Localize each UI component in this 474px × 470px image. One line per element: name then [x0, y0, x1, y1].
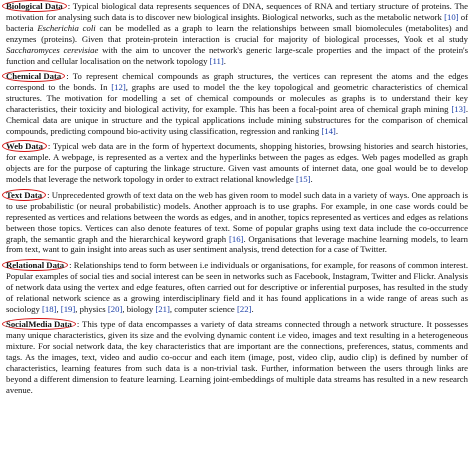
circled-section-label: Chemical Data — [2, 70, 65, 82]
paragraph-chemical-data — [6, 71, 468, 136]
body-text: . — [223, 55, 226, 66]
paragraph-biological-data — [6, 1, 468, 66]
citation-link[interactable]: [18] — [41, 303, 57, 314]
body-text: : Relationships tend to form between i.e individuals or organisations, for example, for reasons of common interest. Popular examples of social ties and social interest can be seen in networks such as Facebook, Instagram, Twitter and Flickr. Analysis of network data using the vertex and edge features, often carried out for descriptive or inferential purposes, has resulted in the study of relational network science as a growing interdisciplinary field and it has found applications in a wide range of areas such as sociology — [6, 260, 468, 314]
body-text: can be modelled as a graph to learn the relationships between small biomolecules (metabolites) and enzymes (proteins). Given that protein-protein interaction is crucial for majority of biological processes, Yook et al study — [6, 22, 468, 44]
body-text: : Unprecedented growth of text data on the web has given room to model such data in a variety of ways. One approach is to use probabilistic (or neural probabilistic) models. Another approach is to use graphs. For example, in one case words could be represented as vertices and relations between the words as edges, and in another, topics represented as vertices and edges as relations between those topics. Vertices can also denote features of text. Some of popular graphs using text data include the co-occurrence graph, the semantic graph and the hierarchical keyword graph — [6, 189, 468, 244]
circled-section-label: SocialMedia Data — [2, 318, 76, 330]
circled-section-label: Biological Data — [2, 0, 67, 12]
citation-link[interactable]: [16] — [228, 233, 244, 244]
body-text: , — [56, 303, 61, 314]
paragraph-web-data — [6, 141, 468, 185]
paragraph-socialmedia-data — [6, 319, 468, 395]
body-text: of bacteria — [6, 11, 468, 33]
body-text: : To represent chemical compounds as graph structures, the vertices can represent the atoms and the edges correspond to the bonds. In — [6, 71, 468, 93]
citation-link[interactable]: [13] — [451, 103, 466, 114]
species-name: Saccharomyces cerevisiae — [6, 44, 99, 55]
citation-link[interactable]: [12] — [111, 82, 126, 93]
body-text: , graphs are used to model the the key topological and geometric characteristics of chemical structures. The motivation for modelling a set of chemical compounds or molecules as graphs is to understand their key characteristics, their toxicity and biological activity, for example. This has been a focal-point area of chemical graph mining — [6, 82, 468, 114]
citation-link[interactable]: [22] — [236, 303, 252, 314]
citation-link[interactable]: [19] — [60, 303, 76, 314]
body-text: : Typical web data are in the form of hypertext documents, shopping histories, browsing histories and search histories, for example. A webpage, is represented as a vertex and the hyperlinks between the pages as edges. Web pages modelled as graph objects are for the purpose of capturing the linkage structure. Given vast amounts of internet data, one goal would be to develop models that leverage the network topology in order to extract relational knowledge — [6, 141, 468, 185]
circled-section-label: Text Data — [2, 189, 46, 201]
body-text: : Typical biological data represents sequences of DNA, sequences of RNA and tertiary structure of proteins. The motivation for analysing such data is to discover new biological insights. Biological networks, such as the metabolic network — [6, 1, 468, 22]
citation-link[interactable]: [21] — [155, 303, 170, 314]
citation-link[interactable]: [11] — [209, 55, 224, 66]
body-text: . Organisations that leverage machine learning models, to learn from text, want to gain insight into areas such as user sentiment analysis, trend detection for a case of Twitter. — [6, 233, 468, 255]
circled-section-label: Web Data — [2, 140, 47, 152]
circled-section-label: Relational Data — [2, 259, 68, 271]
body-text: . Chemical data are unique in structure and the typical applications include mining substructures for the comparison of chemical compounds, predicting compound bio-activity using classification, regression and ranking — [6, 103, 468, 136]
species-name: Escherichia coli — [37, 22, 96, 33]
paragraph-text-data — [6, 190, 468, 255]
citation-link[interactable]: [20] — [107, 303, 123, 314]
body-text: . — [251, 303, 254, 314]
body-text: , biology — [122, 303, 156, 314]
body-text: with the aim to uncover the network's generic large-scale properties and the impact of the protein's function and cellular localisation on the network topology — [6, 44, 468, 66]
body-text: : This type of data encompasses a variety of data streams connected through a network structure. It possesses many unique characteristics, given its size and the evolving dynamic content i.e video, images and text resulting in a heterogeneous mixture. For social network data, the key characteristics that are important are the connections, preferences, status, comments and tags. As the images, text, video and audio co-occur and each item (image, post, video clip, audio clip) is defined by number of characteristics, learning features from such data is a non-trivial task. Further, information between the users through links are beyond a different dimension to feature learning. Learning joint-embeddings of multiple data streams has resulted in a new research avenue. — [6, 319, 468, 395]
citation-link[interactable]: [14] — [321, 125, 336, 136]
body-text: , computer science — [169, 303, 237, 314]
body-text: . — [310, 174, 313, 185]
citation-link[interactable]: [10] — [444, 11, 459, 22]
body-text: , physics — [75, 303, 108, 314]
citation-link[interactable]: [15] — [295, 174, 311, 185]
body-text: . — [335, 125, 338, 136]
paragraph-relational-data — [6, 260, 468, 315]
